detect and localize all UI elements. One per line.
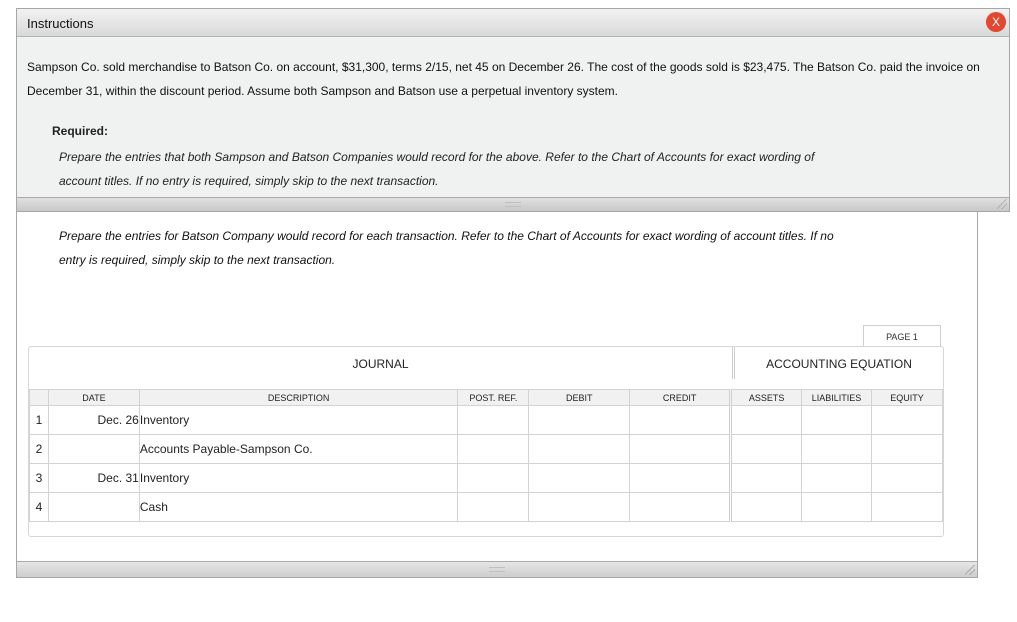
description-column-header: DESCRIPTION xyxy=(139,390,458,406)
assets-cell[interactable] xyxy=(731,435,802,464)
credit-cell[interactable] xyxy=(630,406,731,435)
credit-cell[interactable] xyxy=(630,493,731,522)
assets-cell[interactable] xyxy=(731,493,802,522)
instructions-resize-bar[interactable] xyxy=(17,197,1009,211)
liabilities-cell[interactable] xyxy=(802,435,872,464)
table-row xyxy=(30,435,943,464)
journal-table xyxy=(29,389,943,522)
assets-column-header: ASSETS xyxy=(731,390,802,406)
equity-column-header: EQUITY xyxy=(872,390,943,406)
post-ref-cell[interactable] xyxy=(458,406,529,435)
date-cell[interactable] xyxy=(48,435,139,464)
row-number: 2 xyxy=(30,435,49,464)
credit-cell[interactable] xyxy=(630,435,731,464)
description-cell[interactable]: Inventory xyxy=(139,464,458,493)
drag-grip-icon[interactable] xyxy=(505,202,521,207)
assets-cell[interactable] xyxy=(731,464,802,493)
problem-statement: Sampson Co. sold merchandise to Batson Co. on account, $31,300, terms 2/15, net 45 on December 26. The cost of the goods sold is $23,475. The Batson Co. paid the invoice on December 31, within the discount period. Assume both Sampson and Batson use a perpetual inventory system. xyxy=(27,60,980,98)
debit-column-header: DEBIT xyxy=(529,390,630,406)
date-cell[interactable]: Dec. 31 xyxy=(48,464,139,493)
close-button[interactable]: X xyxy=(986,12,1006,32)
description-cell[interactable]: Cash xyxy=(139,493,458,522)
row-number-header xyxy=(30,390,49,406)
post-ref-cell[interactable] xyxy=(458,493,529,522)
resize-corner-icon[interactable] xyxy=(997,199,1007,209)
date-cell[interactable] xyxy=(48,493,139,522)
debit-cell[interactable] xyxy=(529,406,630,435)
row-number: 4 xyxy=(30,493,49,522)
required-label: Required: xyxy=(52,124,109,138)
credit-cell[interactable] xyxy=(630,464,731,493)
column-header-row xyxy=(30,390,943,406)
liabilities-cell[interactable] xyxy=(802,464,872,493)
instructions-header[interactable] xyxy=(17,9,1009,37)
liabilities-cell[interactable] xyxy=(802,493,872,522)
date-cell[interactable]: Dec. 26 xyxy=(48,406,139,435)
equity-cell[interactable] xyxy=(872,493,943,522)
work-prompt: Prepare the entries for Batson Company would record for each transaction. Refer to the Chart of Accounts for exact wording of account titles. If no entry is required, simply skip to the next transaction. xyxy=(59,229,834,267)
journal-container xyxy=(28,346,944,537)
page-tab[interactable]: PAGE 1 xyxy=(863,325,941,348)
row-number: 3 xyxy=(30,464,49,493)
description-cell[interactable]: Accounts Payable-Sampson Co. xyxy=(139,435,458,464)
credit-column-header: CREDIT xyxy=(630,390,731,406)
liabilities-cell[interactable] xyxy=(802,406,872,435)
debit-cell[interactable] xyxy=(529,464,630,493)
instructions-panel xyxy=(16,8,1010,212)
work-resize-bar[interactable] xyxy=(17,561,977,577)
table-row xyxy=(30,464,943,493)
debit-cell[interactable] xyxy=(529,493,630,522)
table-row xyxy=(30,406,943,435)
description-cell[interactable]: Inventory xyxy=(139,406,458,435)
equity-cell[interactable] xyxy=(872,464,943,493)
work-panel xyxy=(16,212,978,578)
liabilities-column-header: LIABILITIES xyxy=(802,390,872,406)
instructions-title: Instructions xyxy=(27,16,94,31)
drag-grip-icon[interactable] xyxy=(489,567,505,572)
journal-header: JOURNAL xyxy=(29,347,735,379)
equity-cell[interactable] xyxy=(872,435,943,464)
post-ref-cell[interactable] xyxy=(458,464,529,493)
row-number: 1 xyxy=(30,406,49,435)
post-ref-cell[interactable] xyxy=(458,435,529,464)
required-text: Prepare the entries that both Sampson and Batson Companies would record for the above. Refer to the Chart of Accounts for exact wording of account titles. If no entry is required, simply skip to the next transaction. xyxy=(59,150,815,188)
accounting-equation-header: ACCOUNTING EQUATION xyxy=(766,357,912,371)
assets-cell[interactable] xyxy=(731,406,802,435)
post-ref-column-header: POST. REF. xyxy=(458,390,529,406)
date-column-header: DATE xyxy=(48,390,139,406)
resize-corner-icon[interactable] xyxy=(965,565,975,575)
debit-cell[interactable] xyxy=(529,435,630,464)
equity-cell[interactable] xyxy=(872,406,943,435)
table-row xyxy=(30,493,943,522)
